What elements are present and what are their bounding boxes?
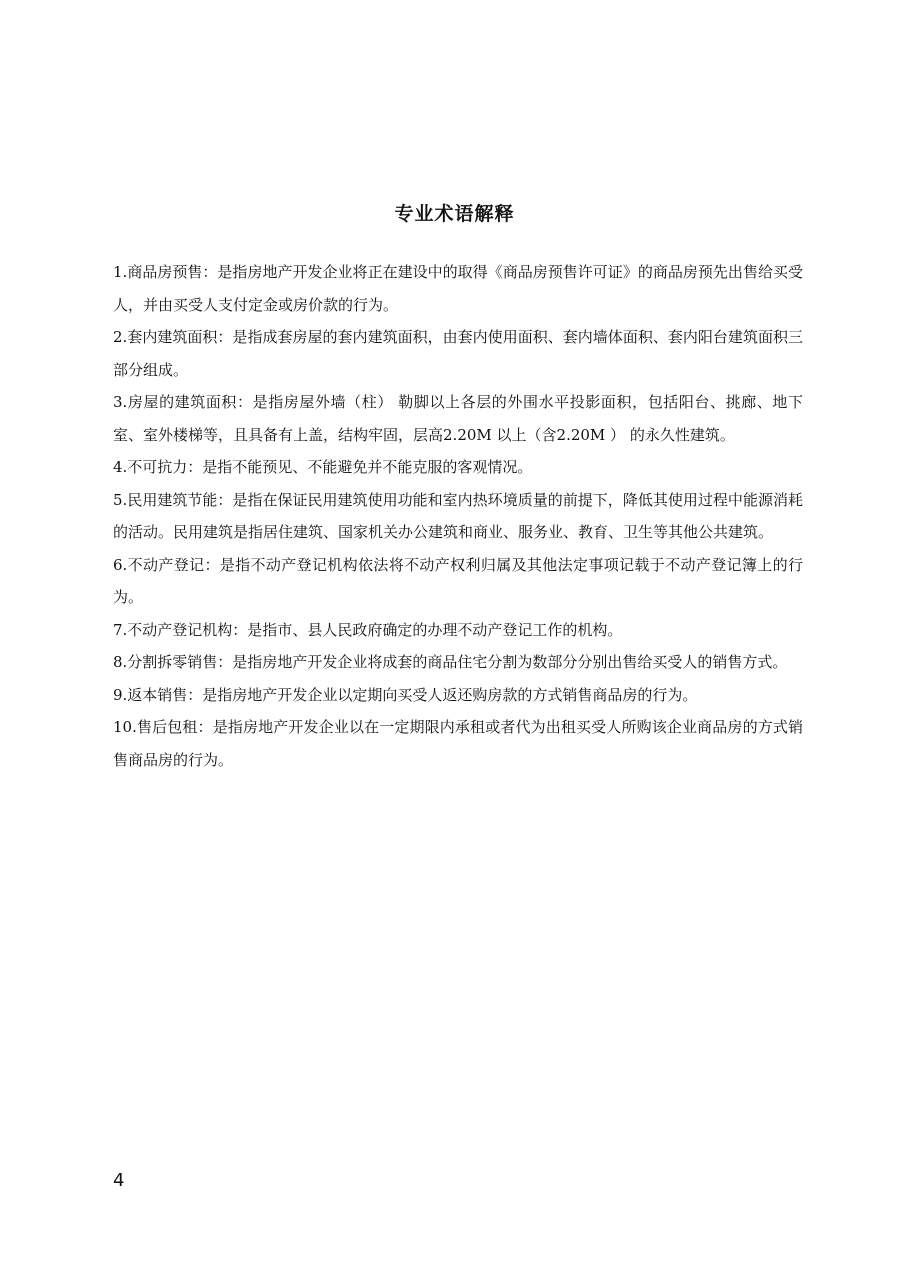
- term-item: 1.商品房预售：是指房地产开发企业将正在建设中的取得《商品房预售许可证》的商品房预先出售给买受人，并由买受人支付定金或房价款的行为。: [113, 263, 803, 314]
- term-item: 10.售后包租：是指房地产开发企业以在一定期限内承租或者代为出租买受人所购该企业商品房的方式销售商品房的行为。: [113, 718, 803, 769]
- page-number: 4: [113, 1170, 125, 1191]
- term-item: 7.不动产登记机构：是指市、县人民政府确定的办理不动产登记工作的机构。: [113, 620, 623, 639]
- term-item: 6.不动产登记：是指不动产登记机构依法将不动产权利归属及其他法定事项记载于不动产登记簿上的行为。: [113, 555, 803, 606]
- term-item: 9.返本销售：是指房地产开发企业以定期向买受人返还购房款的方式销售商品房的行为。: [113, 685, 698, 704]
- term-item: 8.分割拆零销售：是指房地产开发企业将成套的商品住宅分割为数部分分别出售给买受人的销售方式。: [113, 653, 788, 671]
- term-item: 5.民用建筑节能：是指在保证民用建筑使用功能和室内热环境质量的前提下，降低其使用过程中能源消耗的活动。民用建筑是指居住建筑、国家机关办公建筑和商业、服务业、教育、卫生等其他公共建筑。: [113, 490, 803, 541]
- term-item: 3.房屋的建筑面积：是指房屋外墙（柱） 勒脚以上各层的外围水平投影面积，包括阳台、挑廊、地下室、室外楼梯等，且具备有上盖，结构牢固，层高2.20M 以上（含2.20M ） 的永久性建筑。: [113, 393, 803, 444]
- term-item: 4.不可抗力：是指不能预见、不能避免并不能克服的客观情况。: [113, 458, 533, 476]
- page-title: 专业术语解释: [394, 202, 515, 225]
- term-item: 2.套内建筑面积：是指成套房屋的套内建筑面积，由套内使用面积、套内墙体面积、套内阳台建筑面积三部分组成。: [113, 328, 803, 379]
- terms-list: [113, 256, 803, 776]
